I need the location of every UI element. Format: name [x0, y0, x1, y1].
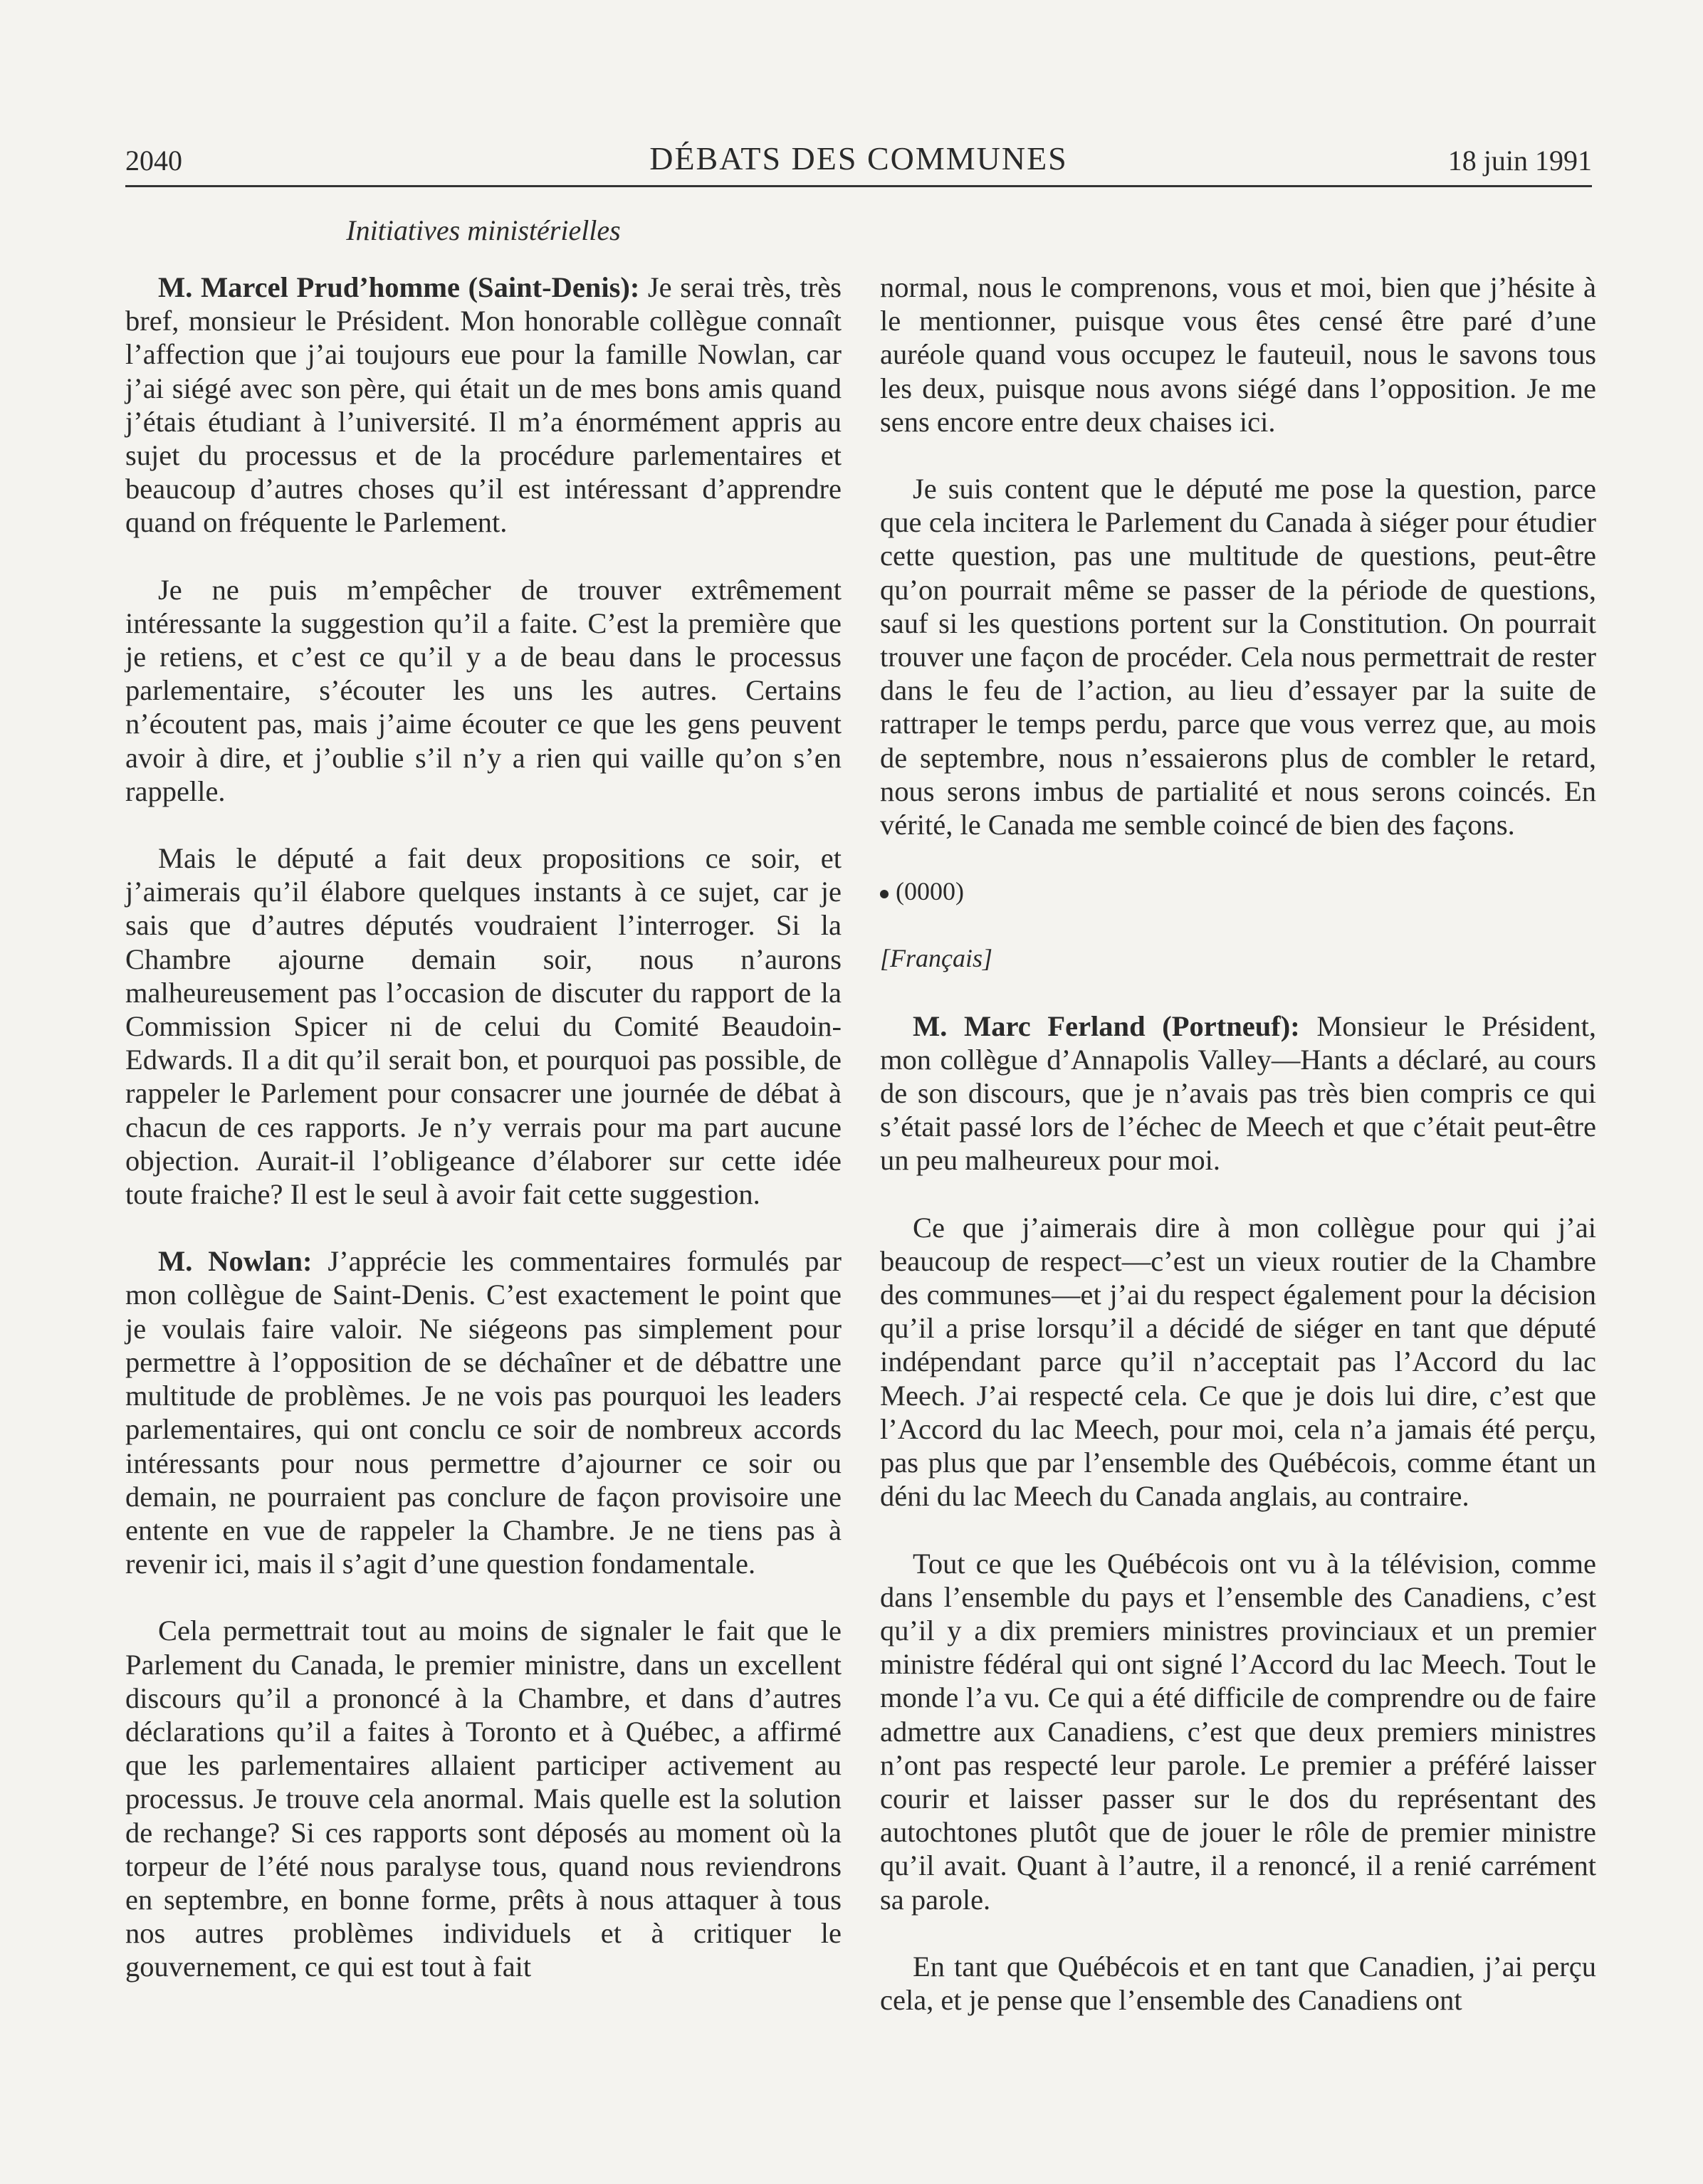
page-header [125, 140, 1592, 187]
time-marker-text: (0000) [896, 877, 964, 906]
speech-text: Je serai très, très bref, monsieur le Président. Mon honorable collègue connaît l’affection que j’ai toujours eue pour la famille Nowlan, car j’ai siégé avec son père, qui était un de mes bons amis quand j’étais étudiant à l’université. Il m’a énormément appris au sujet du processus et de la procédure parlementaires et beaucoup d’autres choses qu’il est intéressant d’apprendre quand on fréquente le Parlement. [125, 271, 842, 539]
publication-date: 18 juin 1991 [1447, 145, 1592, 177]
speech-text: J’apprécie les commentaires formulés par mon collègue de Saint-Denis. C’est exactement le point que je voulais faire valoir. Ne siégeons pas simplement pour permettre à l’opposition de se déchaîner et de débattre une multitude de problèmes. Je ne vois pas pourquoi les leaders parlementaires, qui ont conclu ce soir de nombreux accords intéressants pour nous permettre d’ajourner ce soir ou demain, ne pourraient pas conclure de façon provisoire une entente en vue de rappeler la Chambre. Je ne tiens pas à revenir ici, mais il s’agit d’une question fondamentale. [125, 1245, 842, 1580]
time-marker [880, 875, 1596, 908]
speaker-name: M. Nowlan: [158, 1245, 313, 1278]
page-number: 2040 [125, 145, 182, 177]
paragraph: normal, nous le comprenons, vous et moi, bien que j’hésite à le mentionner, puisque vous êtes censé être paré d’une auréole quand vous occupez le fauteuil, nous le savons tous les deux, puisque nous avons siégé dans l’opposition. Je me sens encore entre deux chaises ici. [880, 271, 1596, 438]
paragraph: Je suis content que le député me pose la question, parce que cela incitera le Parlement du Canada à siéger pour étudier cette question, pas une multitude de questions, peut-être qu’on pourrait même se passer de la période de questions, sauf si les questions portent sur la Constitution. On pourrait trouver une façon de procéder. Cela nous permettrait de rester dans le feu de l’action, au lieu d’essayer par la suite de rattraper le temps perdu, parce que vous verrez que, au mois de septembre, nous n’essaierons plus de combler le retard, nous serons imbus de partialité et nous serons coincés. En vérité, le Canada me semble coincé de bien des façons. [880, 473, 1596, 841]
bullet-icon [880, 890, 889, 898]
language-marker: [Français] [880, 944, 993, 973]
speaker-name: M. Marcel Prud’homme (Saint-Denis): [158, 271, 640, 303]
section-title: Initiatives ministérielles [346, 214, 621, 246]
right-column [880, 271, 1596, 2017]
paragraph: Ce que j’aimerais dire à mon collègue pour qui j’ai beaucoup de respect—c’est un vieux routier de la Chambre des communes—et j’ai du respect également pour la décision qu’il a prise lorsqu’il a décidé de siéger en tant que député indépendant parce qu’il n’acceptait pas l’Accord du lac Meech. J’ai respecté cela. Ce que je dois lui dire, c’est que l’Accord du lac Meech, pour moi, cela n’a jamais été perçu, pas plus que par l’ensemble des Québécois, comme étant un déni du lac Meech du Canada anglais, au contraire. [880, 1211, 1596, 1513]
speech-text: Monsieur le Président, mon collègue d’Annapolis Valley—Hants a déclaré, au cours de son discours, que je n’avais pas très bien compris ce qui s’était passé lors de l’échec de Meech et que c’était peut-être un peu malheureux pour moi. [880, 1009, 1596, 1177]
paragraph: Cela permettrait tout au moins de signaler le fait que le Parlement du Canada, le premier ministre, dans un excellent discours qu’il a prononcé à la Chambre, et dans d’autres déclarations qu’il a faites à Toronto et à Québec, a affirmé que les parlementaires allaient participer activement au processus. Je trouve cela anormal. Mais quelle est la solution de rechange? Si ces rapports sont déposés au moment où la torpeur de l’été nous paralyse tous, quand nous reviendrons en septembre, en bonne forme, prêts à nous attaquer à tous nos autres problèmes individuels et à critiquer le gouvernement, ce qui est tout à fait [125, 1615, 842, 1983]
paragraph: En tant que Québécois et en tant que Canadien, j’ai perçu cela, et je pense que l’ensemble des Canadiens ont [880, 1950, 1596, 2016]
paragraph [880, 1009, 1596, 1177]
speaker-name: M. Marc Ferland (Portneuf): [913, 1009, 1300, 1042]
paragraph: Je ne puis m’empêcher de trouver extrêmement intéressante la suggestion qu’il a faite. C’est la première que je retiens, et c’est ce qu’il y a de beau dans le processus parlementaire, s’écouter les uns les autres. Certains n’écoutent pas, mais j’aime écouter ce que les gens peuvent avoir à dire, et j’oublie s’il n’y a rien qui vaille qu’on s’en rappelle. [125, 573, 842, 807]
paragraph: Mais le député a fait deux propositions ce soir, et j’aimerais qu’il élabore quelques instants à ce sujet, car je sais que d’autres députés voudraient l’interroger. Si la Chambre ajourne demain soir, nous n’aurons malheureusement pas l’occasion de discuter du rapport de la Commission Spicer ni de celui du Comité Beaudoin-Edwards. Il a dit qu’il serait bon, et pourquoi pas possible, de rappeler le Parlement pour consacrer une journée de débat à chacun de ces rapports. Je n’y verrais pour ma part aucune objection. Aurait-il l’obligeance d’élaborer sur cette idée toute fraiche? Il est le seul à avoir fait cette suggestion. [125, 842, 842, 1211]
left-column [125, 271, 842, 1984]
paragraph [125, 1244, 842, 1580]
publication-title: DÉBATS DES COMMUNES [649, 140, 1068, 177]
paragraph [125, 271, 842, 540]
paragraph: Tout ce que les Québécois ont vu à la télévision, comme dans l’ensemble du pays et l’ensemble des Canadiens, c’est qu’il y a dix premiers ministres provinciaux et un premier ministre fédéral qui ont signé l’Accord du lac Meech. Tout le monde l’a vu. Ce qui a été difficile de comprendre ou de faire admettre aux Canadiens, c’est que deux premiers ministres n’ont pas respecté leur parole. Le premier a préféré laisser courir et laisser passer sur le dos du représentant des autochtones plutôt que de jouer le rôle de premier ministre qu’il avait. Quant à l’autre, il a renoncé, il a renié carrément sa parole. [880, 1547, 1596, 1916]
